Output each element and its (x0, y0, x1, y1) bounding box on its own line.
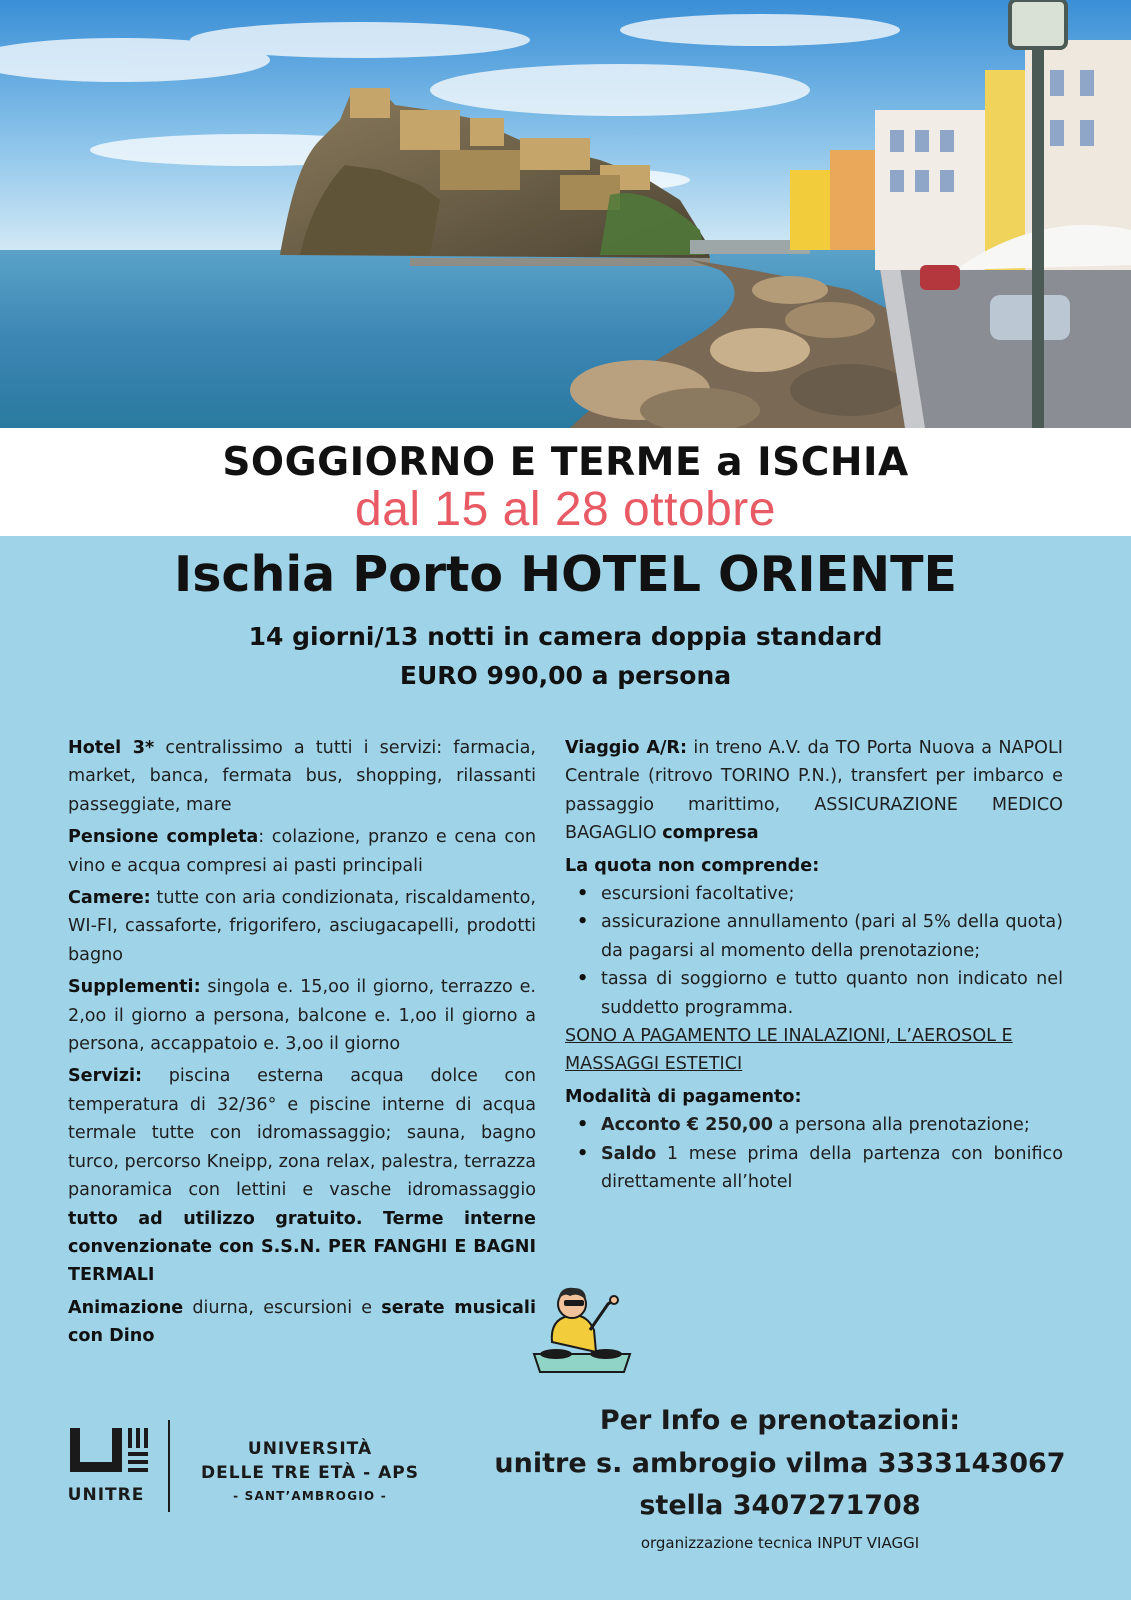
saldo-text: 1 mese prima della partenza con bonifico direttamente all’hotel (601, 1143, 1063, 1193)
page-title: SOGGIORNO E TERME a ISCHIA (222, 440, 909, 485)
camere-label: Camere: (68, 888, 151, 909)
unitre-logo-mark (66, 1424, 156, 1508)
hero-photo-ischia-castle (0, 0, 1131, 428)
non-comprende-list (565, 880, 1063, 1022)
camere-text: tutte con aria condizionata, riscaldamento, WI-FI, cassaforte, frigorifero, asciugacapelli, prodotti bagno (68, 888, 536, 965)
viaggio-bold-text: compresa (662, 823, 759, 844)
logo-text: UNITRE (67, 1485, 145, 1505)
supplementi-label: Supplementi: (68, 977, 201, 998)
list-item: • assicurazione annullamento (pari al 5% della quota) da pagarsi al momento della prenotazione; (565, 908, 1063, 965)
contact-vilma: unitre s. ambrogio vilma 3333143067 (494, 1448, 1066, 1479)
servizi-paragraph (68, 1062, 536, 1289)
animazione-paragraph (68, 1294, 536, 1351)
pensione-paragraph (68, 823, 536, 880)
travel-dates: dal 15 al 28 ottobre (355, 483, 776, 536)
saldo-label: Saldo (601, 1143, 657, 1164)
supplementi-text: singola e. 15,oo il giorno, terrazzo e. 2,oo il giorno a persona, balcone e. 1,oo il giorno a persona, accappatoio e. 3,oo il giorno (68, 977, 536, 1055)
viaggio-text: in treno A.V. da TO Porta Nuova a NAPOLI Centrale (ritrovo TORINO P.N.), transfert per imbarco e passaggio marittimo, ASSICURAZIONE MEDICO BAGAGLIO (565, 738, 1063, 844)
dj-icon (530, 1282, 640, 1378)
uni-line3: - SANT’AMBROGIO - (233, 1489, 387, 1503)
acconto-label: Acconto € 250,00 (601, 1115, 773, 1136)
list-item: • escursioni facoltative; (565, 880, 1063, 908)
list-item (565, 1140, 1063, 1197)
pensione-text: : colazione, pranzo e cena con vino e acqua compresi ai pasti principali (68, 827, 536, 876)
servizi-text: piscina esterna acqua dolce con temperatura di 32/36° e piscine interne di acqua termale tutte con idromassaggio; sauna, bagno turco, percorso Kneipp, zona relax, palestra, terrazza panoramica con lettini e vasche idromassaggio (68, 1066, 536, 1201)
hotel-name: Ischia Porto HOTEL ORIENTE (174, 546, 957, 603)
viaggio-label: Viaggio A/R: (565, 738, 687, 758)
price-per-person: EURO 990,00 a persona (399, 661, 732, 690)
acconto-text: a persona alla prenotazione; (772, 1115, 1030, 1136)
payment-list (565, 1111, 1063, 1196)
non-comprende-heading: La quota non comprende: (565, 855, 820, 876)
hotel-paragraph (68, 734, 536, 819)
stay-duration: 14 giorni/13 notti in camera doppia standard (248, 622, 883, 651)
servizi-bold-text: tutto ad utilizzo gratuito. Terme interne convenzionate con S.S.N. PER FANGHI E BAGNI TERMALI (68, 1208, 536, 1286)
list-item: • tassa di soggiorno e tutto quanto non indicato nel suddetto programma. (565, 965, 1063, 1022)
hero-illustration (0, 0, 1131, 428)
viaggio-paragraph (565, 734, 1063, 848)
extra-costs-notice: SONO A PAGAMENTO LE INALAZIONI, L’AEROSOL E MASSAGGI ESTETICI (565, 1026, 1013, 1075)
animazione-bold-text: serate musicali con Dino (68, 1297, 536, 1347)
list-item (565, 1111, 1063, 1139)
left-column (68, 734, 536, 1355)
uni-line2: DELLE TRE ETÀ - APS (201, 1463, 419, 1483)
dj-illustration (530, 1282, 640, 1378)
camere-paragraph (68, 884, 536, 969)
payment-heading: Modalità di pagamento: (565, 1086, 802, 1107)
title-band (0, 428, 1131, 536)
animazione-label: Animazione (68, 1297, 184, 1318)
hotel-label: Hotel 3* (68, 738, 155, 758)
pensione-label: Pensione completa (68, 827, 259, 848)
technical-organizer: organizzazione tecnica INPUT VIAGGI (640, 1534, 920, 1552)
uni-line1: UNIVERSITÀ (247, 1439, 373, 1459)
supplementi-paragraph (68, 973, 536, 1058)
logo-divider (168, 1420, 170, 1512)
info-heading: Per Info e prenotazioni: (599, 1405, 961, 1436)
hotel-text: centralissimo a tutti i servizi: farmacia, market, banca, fermata bus, shopping, rilassanti passeggiate, mare (68, 738, 537, 815)
contact-stella: stella 3407271708 (639, 1490, 921, 1521)
right-column (565, 734, 1063, 1197)
unitre-logo (66, 1424, 156, 1508)
servizi-label: Servizi: (68, 1066, 143, 1087)
animazione-text: diurna, escursioni e (183, 1297, 382, 1318)
university-name (190, 1437, 430, 1507)
